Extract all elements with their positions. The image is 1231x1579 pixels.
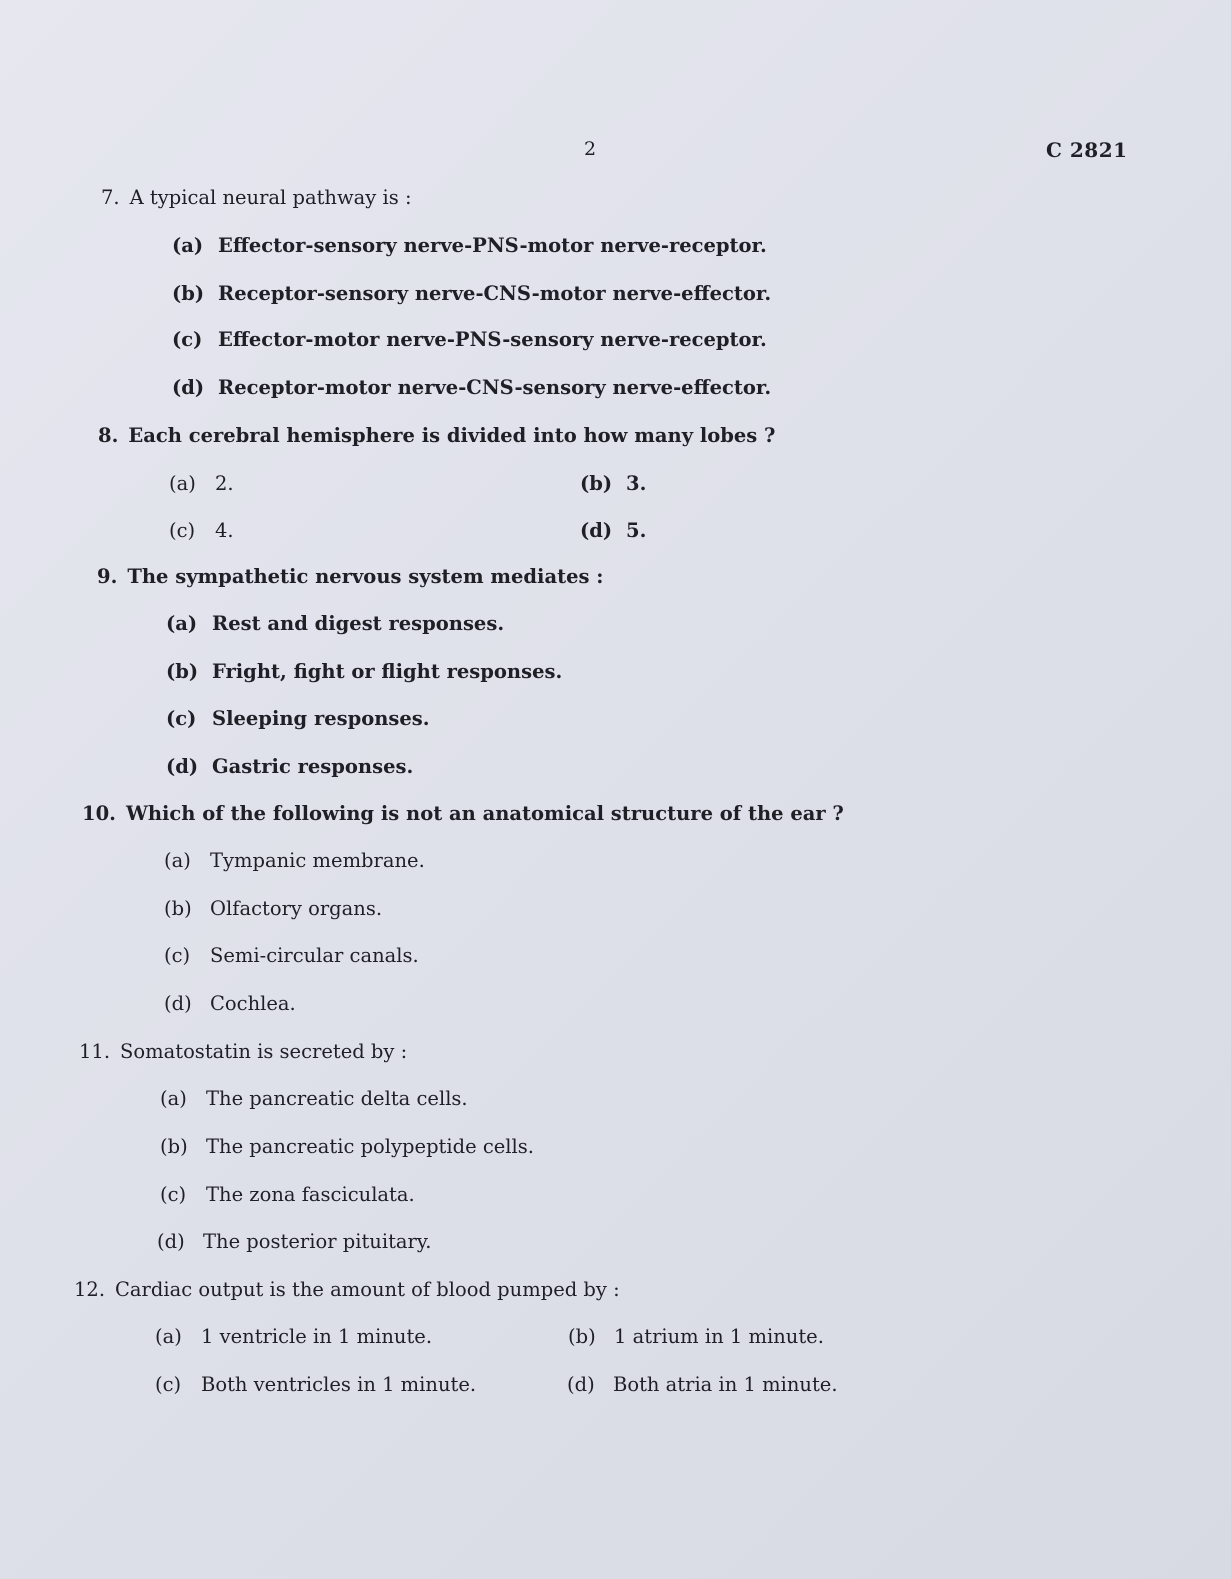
option-8a bbox=[169, 472, 234, 495]
option-label: (b) bbox=[172, 282, 205, 305]
question-text: Each cerebral hemisphere is divided into how many lobes ? bbox=[128, 424, 776, 447]
option-text: The pancreatic delta cells. bbox=[206, 1087, 468, 1110]
option-text: Tympanic membrane. bbox=[210, 849, 425, 872]
question-text: The sympathetic nervous system mediates : bbox=[127, 565, 604, 588]
option-text: Receptor-sensory nerve-CNS-motor nerve-effector. bbox=[218, 282, 772, 305]
option-text: Cochlea. bbox=[210, 992, 296, 1015]
question-text: Cardiac output is the amount of blood pumped by : bbox=[115, 1278, 620, 1301]
option-text: Effector-sensory nerve-PNS-motor nerve-receptor. bbox=[218, 234, 767, 257]
option-label: (d) bbox=[172, 376, 205, 399]
option-12c bbox=[155, 1373, 476, 1396]
question-12 bbox=[74, 1278, 620, 1301]
option-9d bbox=[166, 755, 413, 778]
option-label: (b) bbox=[164, 897, 192, 920]
question-text: Somatostatin is secreted by : bbox=[120, 1040, 408, 1063]
option-label: (a) bbox=[172, 234, 204, 257]
option-label: (b) bbox=[160, 1135, 188, 1158]
option-label: (d) bbox=[164, 992, 192, 1015]
question-text: A typical neural pathway is : bbox=[129, 186, 412, 209]
option-text: Fright, fight or flight responses. bbox=[212, 660, 563, 683]
option-text: Both atria in 1 minute. bbox=[613, 1373, 838, 1396]
option-12d bbox=[567, 1373, 838, 1396]
option-11d bbox=[157, 1230, 432, 1253]
option-label: (d) bbox=[580, 519, 613, 542]
question-number: 8. bbox=[98, 424, 119, 447]
option-text: Effector-motor nerve-PNS-sensory nerve-receptor. bbox=[218, 328, 767, 351]
question-number: 12. bbox=[74, 1278, 106, 1301]
option-text: Gastric responses. bbox=[212, 755, 414, 778]
option-label: (d) bbox=[567, 1373, 595, 1396]
question-10 bbox=[82, 802, 844, 825]
option-11c bbox=[160, 1183, 415, 1206]
option-7a bbox=[172, 234, 767, 257]
page-number: 2 bbox=[584, 138, 597, 160]
option-text: The zona fasciculata. bbox=[206, 1183, 415, 1206]
option-text: 4. bbox=[215, 519, 234, 542]
option-11a bbox=[160, 1087, 468, 1110]
option-text: Sleeping responses. bbox=[212, 707, 430, 730]
option-10b bbox=[164, 897, 382, 920]
question-number: 9. bbox=[97, 565, 118, 588]
option-9c bbox=[166, 707, 430, 730]
option-9a bbox=[166, 612, 504, 635]
option-label: (d) bbox=[157, 1230, 185, 1253]
option-7d bbox=[172, 376, 771, 399]
option-label: (c) bbox=[164, 944, 191, 967]
option-10a bbox=[164, 849, 425, 872]
question-text: Which of the following is not an anatomical structure of the ear ? bbox=[125, 802, 844, 825]
option-8d bbox=[580, 519, 646, 542]
option-label: (b) bbox=[568, 1325, 596, 1348]
option-label: (a) bbox=[169, 472, 196, 495]
option-label: (a) bbox=[164, 849, 191, 872]
question-number: 7. bbox=[101, 186, 120, 209]
question-8 bbox=[98, 424, 775, 447]
option-text: Receptor-motor nerve-CNS-sensory nerve-effector. bbox=[218, 376, 772, 399]
option-text: The pancreatic polypeptide cells. bbox=[206, 1135, 534, 1158]
option-label: (c) bbox=[166, 707, 197, 730]
option-9b bbox=[166, 660, 562, 683]
option-10c bbox=[164, 944, 419, 967]
option-text: Olfactory organs. bbox=[210, 897, 383, 920]
option-10d bbox=[164, 992, 296, 1015]
option-text: Semi-circular canals. bbox=[210, 944, 419, 967]
option-7b bbox=[172, 282, 771, 305]
option-label: (b) bbox=[580, 472, 613, 495]
question-11 bbox=[79, 1040, 407, 1063]
option-label: (a) bbox=[160, 1087, 187, 1110]
option-label: (d) bbox=[166, 755, 199, 778]
option-12a bbox=[155, 1325, 432, 1348]
option-12b bbox=[568, 1325, 824, 1348]
option-8b bbox=[580, 472, 646, 495]
option-label: (c) bbox=[160, 1183, 187, 1206]
option-label: (c) bbox=[172, 328, 203, 351]
question-9 bbox=[97, 565, 603, 588]
option-11b bbox=[160, 1135, 534, 1158]
option-label: (a) bbox=[166, 612, 198, 635]
option-text: 1 atrium in 1 minute. bbox=[614, 1325, 824, 1348]
question-7 bbox=[101, 186, 412, 209]
option-text: Rest and digest responses. bbox=[212, 612, 505, 635]
paper-code: C 2821 bbox=[1046, 138, 1128, 162]
option-text: The posterior pituitary. bbox=[203, 1230, 432, 1253]
option-text: 3. bbox=[626, 472, 647, 495]
option-7c bbox=[172, 328, 767, 351]
option-8c bbox=[169, 519, 234, 542]
option-label: (c) bbox=[169, 519, 196, 542]
option-text: 5. bbox=[626, 519, 647, 542]
option-text: Both ventricles in 1 minute. bbox=[201, 1373, 477, 1396]
question-number: 10. bbox=[82, 802, 116, 825]
option-label: (c) bbox=[155, 1373, 182, 1396]
option-label: (a) bbox=[155, 1325, 182, 1348]
question-number: 11. bbox=[79, 1040, 111, 1063]
option-text: 1 ventricle in 1 minute. bbox=[201, 1325, 433, 1348]
option-label: (b) bbox=[166, 660, 199, 683]
option-text: 2. bbox=[215, 472, 234, 495]
